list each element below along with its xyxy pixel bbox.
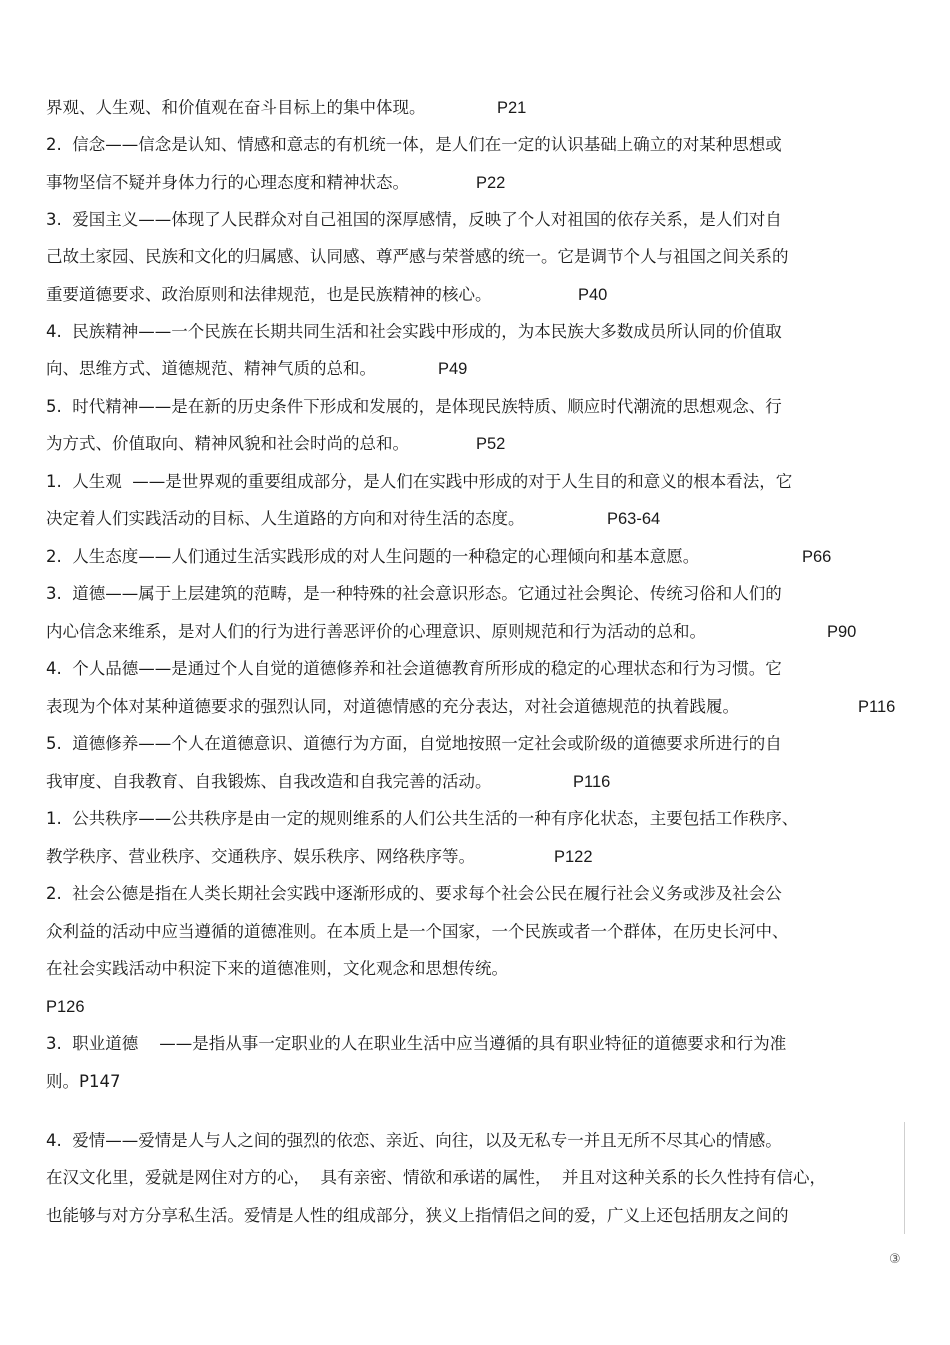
text-line: 向、思维方式、道德规范、精神气质的总和。 — [46, 359, 376, 378]
text-line: 2. 社会公德是指在人类长期社会实践中逐渐形成的、要求每个社会公民在履行社会义务或涉及社会公 — [46, 884, 782, 903]
text-line: 2. 人生态度——人们通过生活实践形成的对人生问题的一种稳定的心理倾向和基本意愿。 — [46, 547, 700, 566]
text-line: 界观、人生观、和价值观在奋斗目标上的集中体现。 — [46, 98, 426, 117]
text-line: 5. 时代精神——是在新的历史条件下形成和发展的，是体现民族特质、顺应时代潮流的思想观念、行 — [46, 397, 782, 416]
page-reference: P22 — [476, 174, 506, 192]
text-line: 己故土家园、民族和文化的归属感、认同感、尊严感与荣誉感的统一。它是调节个人与祖国之间关系的 — [46, 247, 789, 266]
text-line: 5. 道德修养——个人在道德意识、道德行为方面，自觉地按照一定社会或阶级的道德要求所进行的自 — [46, 734, 782, 753]
page-reference: P52 — [476, 435, 506, 453]
text-line: 教学秩序、营业秩序、交通秩序、娱乐秩序、网络秩序等。 — [46, 847, 475, 866]
text-line: 4. 个人品德——是通过个人自觉的道德修养和社会道德教育所形成的稳定的心理状态和行为习惯。它 — [46, 659, 782, 678]
page-reference: P21 — [497, 99, 527, 117]
text-line: 1. 人生观 ——是世界观的重要组成部分，是人们在实践中形成的对于人生目的和意义的根本看法，它 — [46, 472, 793, 491]
page-reference: P116 — [573, 773, 611, 791]
text-line: 2. 信念——信念是认知、情感和意志的有机统一体，是人们在一定的认识基础上确立的对某种思想或 — [46, 135, 782, 154]
text-line: 事物坚信不疑并身体力行的心理态度和精神状态。 — [46, 173, 409, 192]
text-line: 1. 公共秩序——公共秩序是由一定的规则维系的人们公共生活的一种有序化状态，主要包括工作秩序、 — [46, 809, 799, 828]
text-line: 3. 爱国主义——体现了人民群众对自己祖国的深厚感情，反映了个人对祖国的依存关系，是人们对自 — [46, 210, 782, 229]
text-line: P126 — [46, 998, 85, 1016]
page-reference: P90 — [827, 623, 857, 641]
page-reference: P63-64 — [607, 510, 661, 528]
text-line: 4. 爱情——爱情是人与人之间的强烈的依恋、亲近、向往，以及无私专一并且无所不尽其心的情感。 — [46, 1131, 782, 1150]
page-number-mark: ③ — [889, 1252, 901, 1267]
page-reference: P40 — [578, 286, 608, 304]
text-line: 决定着人们实践活动的目标、人生道路的方向和对待生活的态度。 — [46, 509, 525, 528]
page-reference: P122 — [554, 848, 593, 866]
text-line: 我审度、自我教育、自我锻炼、自我改造和自我完善的活动。 — [46, 772, 492, 791]
text-line: 4. 民族精神——一个民族在长期共同生活和社会实践中形成的，为本民族大多数成员所认同的价值取 — [46, 322, 782, 341]
text-line: 内心信念来维系，是对人们的行为进行善恶评价的心理意识、原则规范和行为活动的总和。 — [46, 622, 706, 641]
text-line: 也能够与对方分享私生活。爱情是人性的组成部分，狭义上指情侣之间的爱，广义上还包括朋友之间的 — [46, 1206, 789, 1225]
text-line: 3. 职业道德 ——是指从事一定职业的人在职业生活中应当遵循的具有职业特征的道德要求和行为准 — [46, 1034, 787, 1053]
text-line: 3. 道德——属于上层建筑的范畴，是一种特殊的社会意识形态。它通过社会舆论、传统习俗和人们的 — [46, 584, 782, 603]
page-reference: P49 — [438, 360, 468, 378]
text-line: 众利益的活动中应当遵循的道德准则。在本质上是一个国家，一个民族或者一个群体，在历史长河中、 — [46, 922, 789, 941]
text-line: 表现为个体对某种道德要求的强烈认同，对道德情感的充分表达，对社会道德规范的执着践履。 — [46, 697, 739, 716]
page-reference: P116 — [858, 698, 896, 716]
text-line: 在汉文化里，爱就是网住对方的心， 具有亲密、情欲和承诺的属性， 并且对这种关系的长久性持有信心， — [46, 1168, 826, 1187]
page-reference: P66 — [802, 548, 832, 566]
text-line: 在社会实践活动中积淀下来的道德准则，文化观念和思想传统。 — [46, 959, 508, 978]
text-line: 重要道德要求、政治原则和法律规范，也是民族精神的核心。 — [46, 285, 492, 304]
text-line: 为方式、价值取向、精神风貌和社会时尚的总和。 — [46, 434, 409, 453]
text-line: 则。P147 — [46, 1072, 121, 1091]
margin-rule — [904, 1122, 905, 1234]
